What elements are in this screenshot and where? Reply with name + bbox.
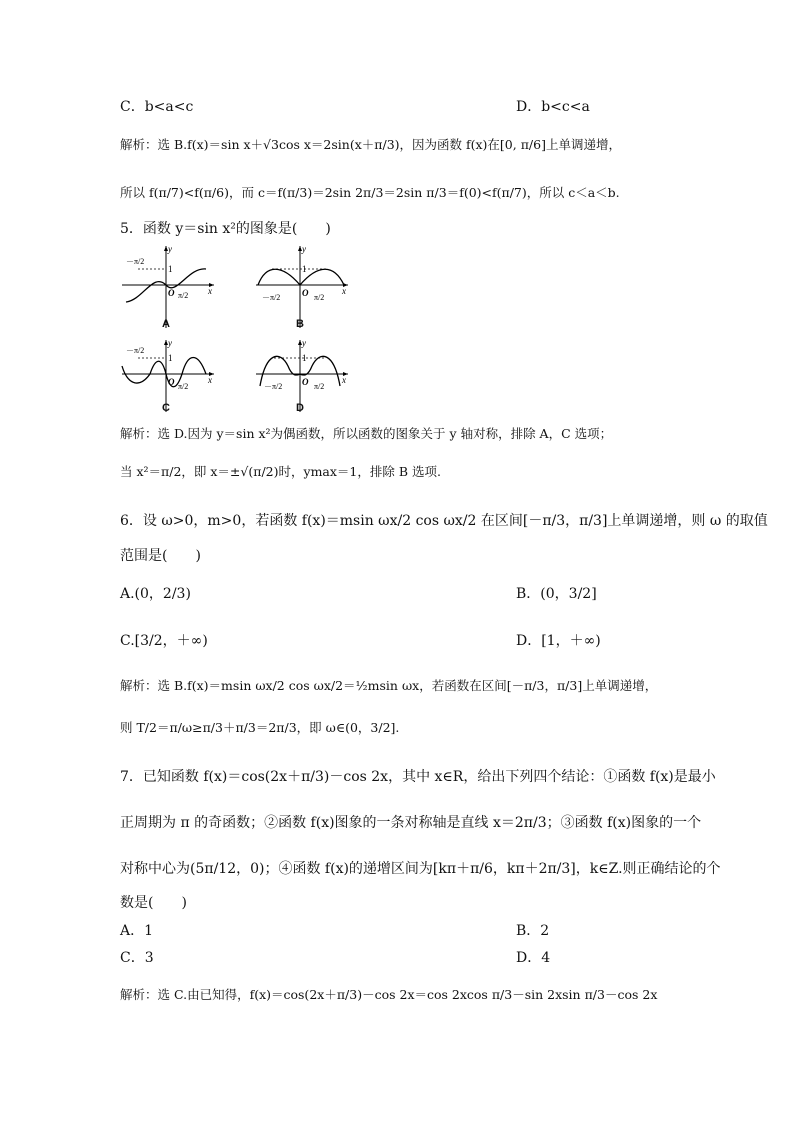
graph-a-label: A: [162, 318, 170, 330]
graph-c-label: C: [162, 402, 170, 414]
graph-d-label: D: [296, 402, 304, 414]
q6-option-c: C.[3/2，＋∞): [120, 633, 208, 649]
graph-a-neg-tick: －π/2: [126, 257, 145, 266]
q6-option-b: B．(0，3/2]: [516, 586, 597, 602]
q7-option-a: A．1: [120, 923, 154, 939]
graph-c-pos-tick: π/2: [178, 382, 189, 391]
q6-stem-line-2: 范围是( ): [120, 548, 201, 564]
graph-d-x-label: x: [342, 375, 346, 385]
graph-d-one: 1: [302, 353, 307, 363]
graph-b-neg-tick: －π/2: [262, 293, 281, 302]
q6-option-a: A.(0，2/3): [120, 586, 191, 602]
graph-b-y-label: y: [302, 244, 306, 254]
graph-c-y-label: y: [168, 338, 172, 348]
graph-a-pos-tick: π/2: [178, 291, 189, 300]
graph-b-pos-tick: π/2: [314, 293, 325, 302]
q4-option-c: C．b<a<c: [120, 99, 194, 115]
graph-d-pos-tick: π/2: [314, 382, 325, 391]
graph-c-neg-tick: －π/2: [126, 346, 145, 355]
graph-b: [252, 242, 352, 332]
q6-option-row-1: [120, 583, 674, 603]
graph-c-x-label: x: [208, 375, 212, 385]
q7-stem-line-4: 数是( ): [120, 895, 187, 911]
graph-b-origin: O: [302, 288, 309, 298]
q4-option-row: [120, 96, 674, 116]
graph-a-x-label: x: [208, 286, 212, 296]
q7-stem-line-2: 正周期为 π 的奇函数；②函数 f(x)图象的一条对称轴是直线 x＝2π/3；③函数 f(x)图象的一个: [120, 815, 702, 831]
q7-stem-line-3: 对称中心为(5π/12，0)；④函数 f(x)的递增区间为[kπ＋π/6，kπ＋2π/3]，k∈Z.则正确结论的个: [120, 861, 721, 877]
q7-solution-line-1: 解析：选 C.由已知得，f(x)＝cos(2x＋π/3)－cos 2x＝cos 2xcos π/3－sin 2xsin π/3－cos 2x: [120, 987, 658, 1002]
q6-stem-line-1: 6．设 ω>0，m>0，若函数 f(x)＝msin ωx/2 cos ωx/2 在区间[－π/3，π/3]上单调递增，则 ω 的取值: [120, 513, 768, 529]
q7-option-row-1: [120, 920, 674, 940]
graph-c-one: 1: [168, 353, 173, 363]
q7-option-b: B．2: [516, 923, 550, 939]
q7-option-d: D．4: [516, 950, 551, 966]
q7-option-c: C．3: [120, 950, 154, 966]
q5-stem: 5．函数 y＝sin x²的图象是( ): [120, 221, 331, 237]
graph-c-origin: O: [168, 377, 175, 387]
graph-c: [118, 336, 218, 416]
graph-d-origin: O: [302, 377, 309, 387]
graph-a: [118, 242, 218, 332]
graph-b-x-label: x: [342, 286, 346, 296]
q5-solution-line-2: 当 x²＝π/2，即 x＝±√(π/2)时，ymax＝1，排除 B 选项.: [120, 464, 441, 479]
graph-a-y-label: y: [168, 244, 172, 254]
graph-d-y-label: y: [302, 338, 306, 348]
graph-d: [252, 336, 352, 416]
graph-b-label: B: [296, 318, 304, 330]
graph-a-origin: O: [168, 288, 175, 298]
q6-option-row-2: [120, 630, 674, 650]
q7-option-row-2: [120, 947, 674, 967]
q5-solution-line-1: 解析：选 D.因为 y＝sin x²为偶函数，所以函数的图象关于 y 轴对称，排除 A，C 选项；: [120, 426, 613, 441]
q6-option-d: D．[1，＋∞): [516, 633, 601, 649]
q4-solution-line-1: 解析：选 B.f(x)＝sin x＋√3cos x＝2sin(x＋π/3)，因为函数 f(x)在[0, π/6]上单调递增，: [120, 137, 621, 152]
graph-a-one: 1: [168, 264, 173, 274]
q6-solution-line-1: 解析：选 B.f(x)＝msin ωx/2 cos ωx/2＝½msin ωx，若函数在区间[－π/3，π/3]上单调递增，: [120, 678, 658, 693]
q7-stem-line-1: 7．已知函数 f(x)＝cos(2x＋π/3)－cos 2x，其中 x∈R，给出下列四个结论：①函数 f(x)是最小: [120, 769, 716, 785]
q4-option-d: D．b<c<a: [516, 99, 590, 115]
q6-solution-line-2: 则 T/2＝π/ω≥π/3＋π/3＝2π/3，即 ω∈(0，3/2].: [120, 720, 400, 735]
graph-d-neg-tick: －π/2: [264, 382, 283, 391]
graph-b-one: 1: [302, 264, 307, 274]
q4-solution-line-2: 所以 f(π/7)<f(π/6)，而 c＝f(π/3)＝2sin 2π/3＝2sin π/3＝f(0)<f(π/7)，所以 c＜a＜b.: [120, 185, 620, 200]
